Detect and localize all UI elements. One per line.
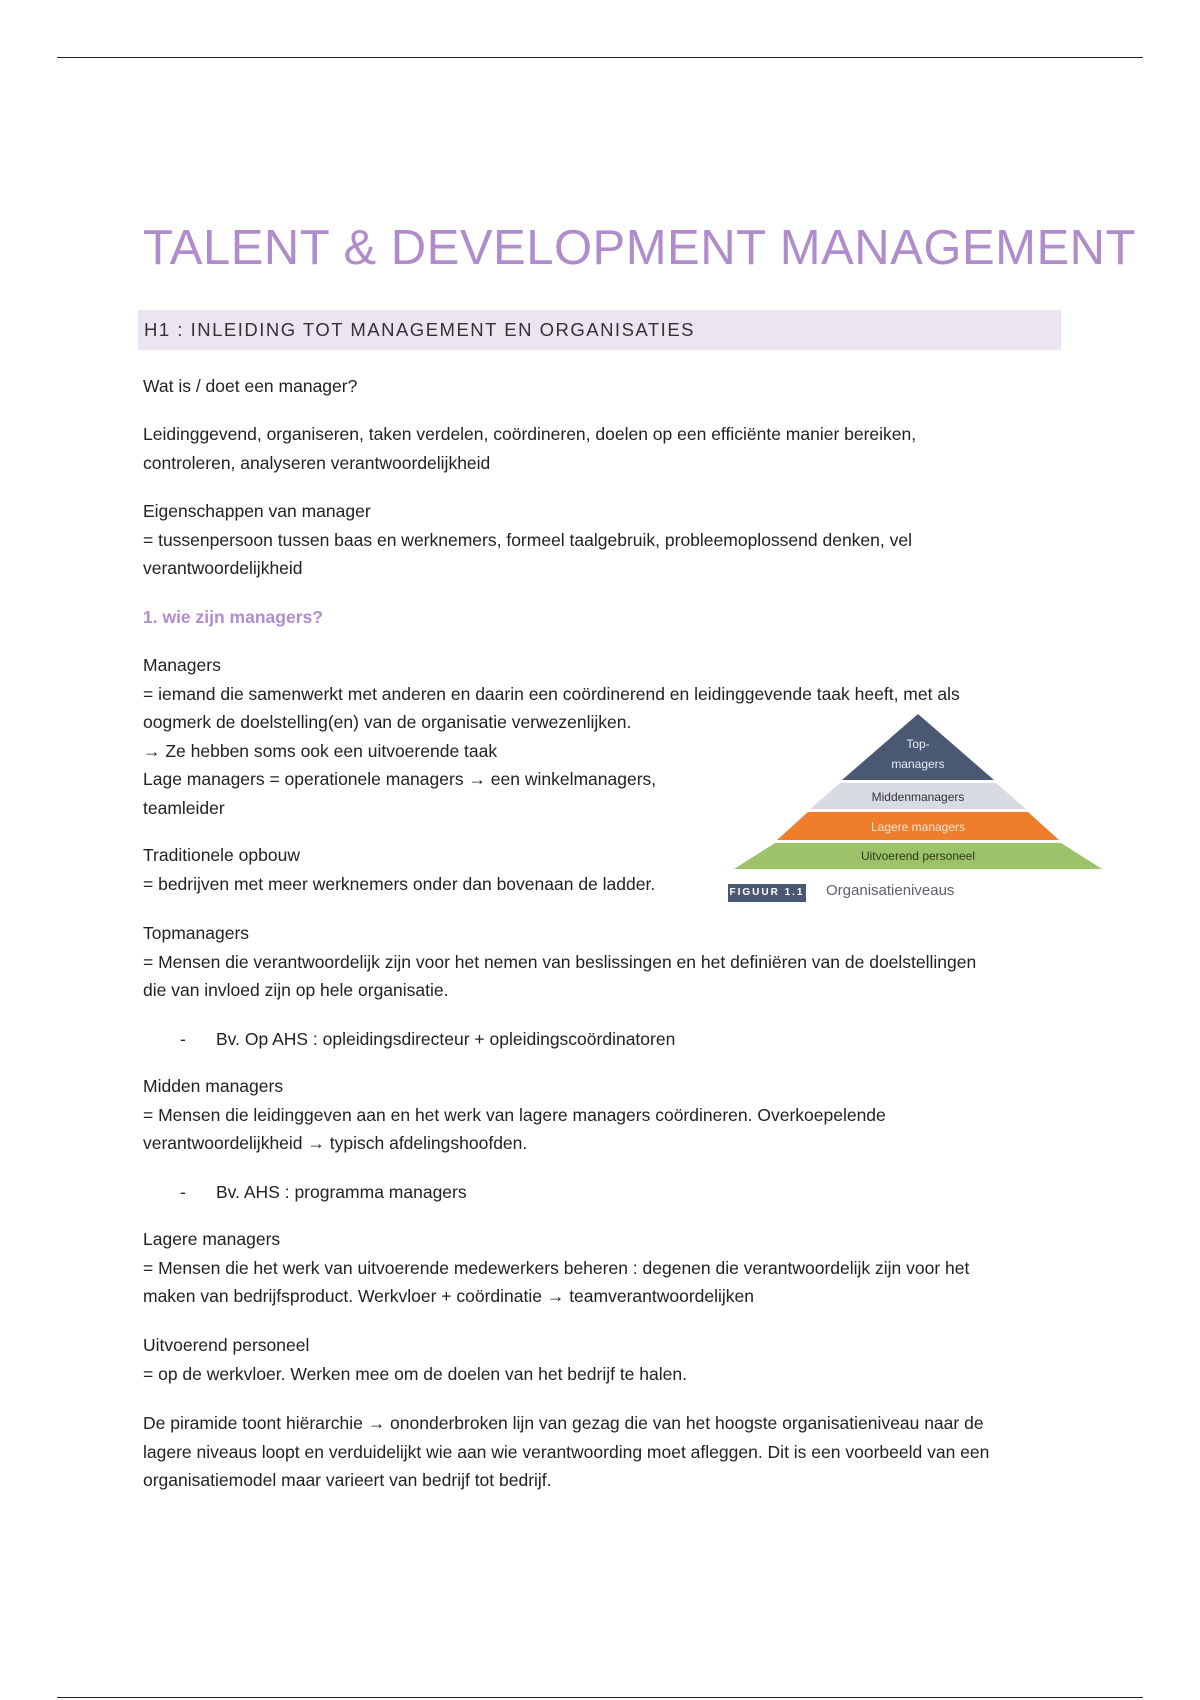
- text-line: controleren, analyseren verantwoordelijkheid: [143, 452, 491, 473]
- text-line: → Ze hebben soms ook een uitvoerende taak: [143, 740, 498, 761]
- text-line: teamleider: [143, 797, 225, 818]
- text-line: De piramide toont hiërarchie → ononderbroken lijn van gezag die van het hoogste organisatieniveau naar de: [143, 1413, 984, 1433]
- text-line: = Mensen die verantwoordelijk zijn voor het nemen van beslissingen en het definiëren van de doelstellingen: [143, 951, 977, 972]
- middle-managers-paragraph: [143, 1072, 1063, 1158]
- text-line: oogmerk de doelstelling(en) van de organisatie verwezenlijken.: [143, 712, 632, 732]
- pyramid-diagram: [728, 712, 1108, 882]
- paragraph-title: Midden managers: [143, 1076, 284, 1096]
- text-line: verantwoordelijkheid → typisch afdelingshoofden.: [143, 1133, 528, 1153]
- paragraph-title: Managers: [143, 655, 221, 675]
- text-line: = Mensen die leidinggeven aan en het werk van lagere managers coördineren. Overkoepelende: [143, 1104, 886, 1125]
- subheading-text: 1. wie zijn managers?: [143, 607, 323, 627]
- question-line: Wat is / doet een manager?: [143, 376, 358, 396]
- text-line: verantwoordelijkheid: [143, 558, 303, 578]
- figure-tag: FIGUUR 1.1: [728, 884, 806, 902]
- text-line: Leidinggevend, organiseren, taken verdelen, coördineren, doelen op een efficiënte manier bereiken,: [143, 424, 917, 444]
- text-line: Lage managers = operationele managers → een winkelmanagers,: [143, 769, 657, 789]
- paragraph-title: Uitvoerend personeel: [143, 1335, 310, 1355]
- text-line: organisatiemodel maar varieert van bedrijf tot bedrijf.: [143, 1470, 552, 1490]
- executive-staff-paragraph: [143, 1331, 1063, 1388]
- traditional-structure-paragraph: [143, 841, 763, 898]
- bullet-text: Bv. AHS : programma managers: [216, 1182, 467, 1202]
- manager-tasks-paragraph: [143, 420, 1063, 477]
- text-line: maken van bedrijfsproduct. Werkvloer + coördinatie → teamverantwoordelijken: [143, 1286, 755, 1306]
- figure-caption: Organisatieniveaus: [826, 882, 955, 899]
- pyramid-label-executive: Uitvoerend personeel: [860, 849, 976, 863]
- pyramid-label-lower: Lagere managers: [870, 820, 966, 834]
- chapter-heading-bar: [138, 310, 1061, 350]
- bullet-text: Bv. Op AHS : opleidingsdirecteur + opleidingscoördinatoren: [216, 1029, 676, 1049]
- paragraph-title: Topmanagers: [143, 923, 250, 943]
- subheading: [143, 603, 1063, 632]
- text-line: lagere niveaus loopt en verduidelijkt wie aan wie verantwoording moet afleggen. Dit is een voorbeeld van een: [143, 1441, 990, 1462]
- pyramid-label-top-1: Top-: [906, 737, 930, 751]
- document-title: TALENT & DEVELOPMENT MANAGEMENT: [143, 221, 1136, 275]
- pyramid-label-top-2: managers: [891, 757, 945, 771]
- pyramid-explanation-paragraph: [143, 1409, 1063, 1495]
- lower-managers-paragraph: [143, 1225, 1063, 1311]
- text-line: die van invloed zijn op hele organisatie.: [143, 980, 449, 1000]
- text-line: = Mensen die het werk van uitvoerende medewerkers beheren : degenen die verantwoordelijk zijn voor het: [143, 1257, 970, 1278]
- text-line: = op de werkvloer. Werken mee om de doelen van het bedrijf te halen.: [143, 1363, 687, 1384]
- chapter-heading: H1 : INLEIDING TOT MANAGEMENT EN ORGANISATIES: [144, 319, 695, 340]
- top-rule: [57, 57, 1143, 58]
- manager-properties-paragraph: [143, 497, 1063, 583]
- bullet-dash: -: [180, 1182, 186, 1202]
- bottom-rule: [57, 1697, 1143, 1698]
- pyramid-label-middle: Middenmanagers: [871, 790, 965, 804]
- topmanagers-paragraph: [143, 919, 1063, 1005]
- organisation-levels-figure: [728, 712, 1108, 912]
- text-line: = tussenpersoon tussen baas en werknemers, formeel taalgebruik, probleemoplossend denken, vel: [143, 529, 912, 550]
- question-paragraph: [143, 372, 1063, 401]
- bullet-dash: -: [180, 1029, 186, 1049]
- text-line: = iemand die samenwerkt met anderen en daarin een coördinerend en leidinggevende taak heeft, met als: [143, 683, 960, 704]
- paragraph-title: Lagere managers: [143, 1229, 281, 1249]
- paragraph-title: Eigenschappen van manager: [143, 501, 371, 521]
- text-line: = bedrijven met meer werknemers onder dan bovenaan de ladder.: [143, 873, 656, 894]
- paragraph-title: Traditionele opbouw: [143, 845, 300, 865]
